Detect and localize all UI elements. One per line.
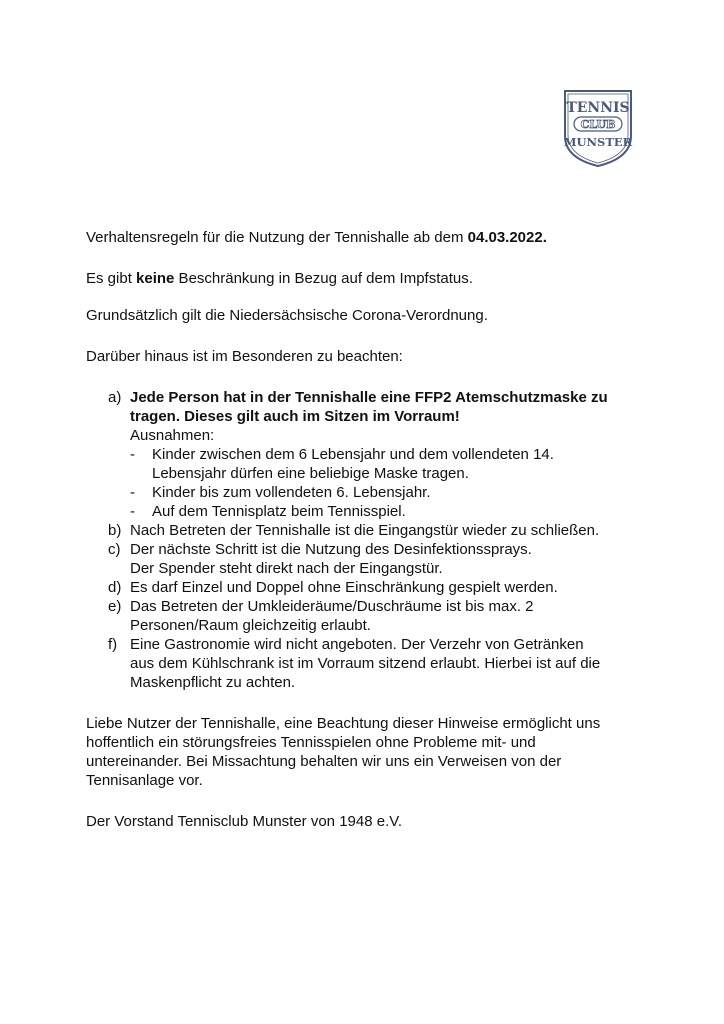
vaccine-bold: keine [136,270,175,287]
closing-line-2: hoffentlich ein störungsfreies Tennisspielen ohne Probleme mit- und [86,734,536,751]
heading-date: 04.03.2022. [467,229,547,246]
rule-letter: b) [108,522,122,539]
rule-e [86,597,656,635]
rule-c-line-1: Der nächste Schritt ist die Nutzung des Desinfektionssprays. [130,541,532,558]
rule-letter: c) [108,541,121,558]
rule-f [86,635,656,692]
heading-text: Verhaltensregeln für die Nutzung der Tennishalle ab dem [86,229,468,246]
exception-text: Lebensjahr dürfen eine beliebige Maske tragen. [152,465,469,482]
exception-text: Kinder bis zum vollendeten 6. Lebensjahr. [152,484,431,501]
intro-paragraph: Darüber hinaus ist im Besonderen zu beachten: [86,348,403,365]
rule-c-line-2: Der Spender steht direkt nach der Eingangstür. [130,560,443,577]
vaccine-paragraph [86,269,656,288]
closing-paragraph [86,714,656,790]
dash-bullet: - [130,503,135,520]
exception-item [130,445,656,483]
exception-item [130,502,656,521]
rule-a-line-1: Jede Person hat in der Tennishalle eine FFP2 Atemschutzmaske zu [130,389,608,406]
exception-text: Kinder zwischen dem 6 Lebensjahr und dem vollendeten 14. [152,446,554,463]
dash-bullet: - [130,484,135,501]
rule-e-line-2: Personen/Raum gleichzeitig erlaubt. [130,617,371,634]
rule-f-line-3: Maskenpflicht zu achten. [130,674,296,691]
rule-a-line-2: tragen. Dieses gilt auch im Sitzen im Vorraum! [130,408,460,425]
closing-line-1: Liebe Nutzer der Tennishalle, eine Beachtung dieser Hinweise ermöglicht uns [86,715,601,732]
exceptions-list [130,445,656,521]
rule-e-line-1: Das Betreten der Umkleideräume/Duschräume ist bis max. 2 [130,598,534,615]
rule-letter: a) [108,389,122,406]
logo-line-club: CLUB [580,118,616,131]
rule-c [86,540,656,578]
rules-list [86,388,656,692]
document-body [86,228,656,831]
rule-letter: e) [108,598,122,615]
signature: Der Vorstand Tennisclub Munster von 1948 e.V. [86,813,403,830]
rule-b-line-1: Nach Betreten der Tennishalle ist die Eingangstür wieder zu schließen. [130,522,600,539]
logo-line-munster: MUNSTER [563,135,633,149]
rule-b [86,521,656,540]
vaccine-suffix: Beschränkung in Bezug auf dem Impfstatus. [174,270,473,287]
rule-a [86,388,656,521]
regulation-paragraph: Grundsätzlich gilt die Niedersächsische Corona-Verordnung. [86,307,488,324]
rule-letter: d) [108,579,122,596]
closing-line-4: Tennisanlage vor. [86,772,203,789]
exception-text: Auf dem Tennisplatz beim Tennisspiel. [152,503,406,520]
rule-f-line-1: Eine Gastronomie wird nicht angeboten. Der Verzehr von Getränken [130,636,584,653]
logo-line-tennis: TENNIS [566,100,630,116]
vaccine-prefix: Es gibt [86,270,137,287]
exception-item [130,483,656,502]
closing-line-3: untereinander. Bei Missachtung behalten wir uns ein Verweisen von der [86,753,562,770]
exceptions-label: Ausnahmen: [130,427,215,444]
club-logo [562,88,634,168]
rule-letter: f) [108,636,118,653]
dash-bullet: - [130,446,135,463]
club-logo-shield [562,88,634,168]
rule-f-line-2: aus dem Kühlschrank ist im Vorraum sitzend erlaubt. Hierbei ist auf die [130,655,601,672]
rule-d-line-1: Es darf Einzel und Doppel ohne Einschränkung gespielt werden. [130,579,558,596]
rule-d [86,578,656,597]
heading-paragraph [86,228,656,247]
